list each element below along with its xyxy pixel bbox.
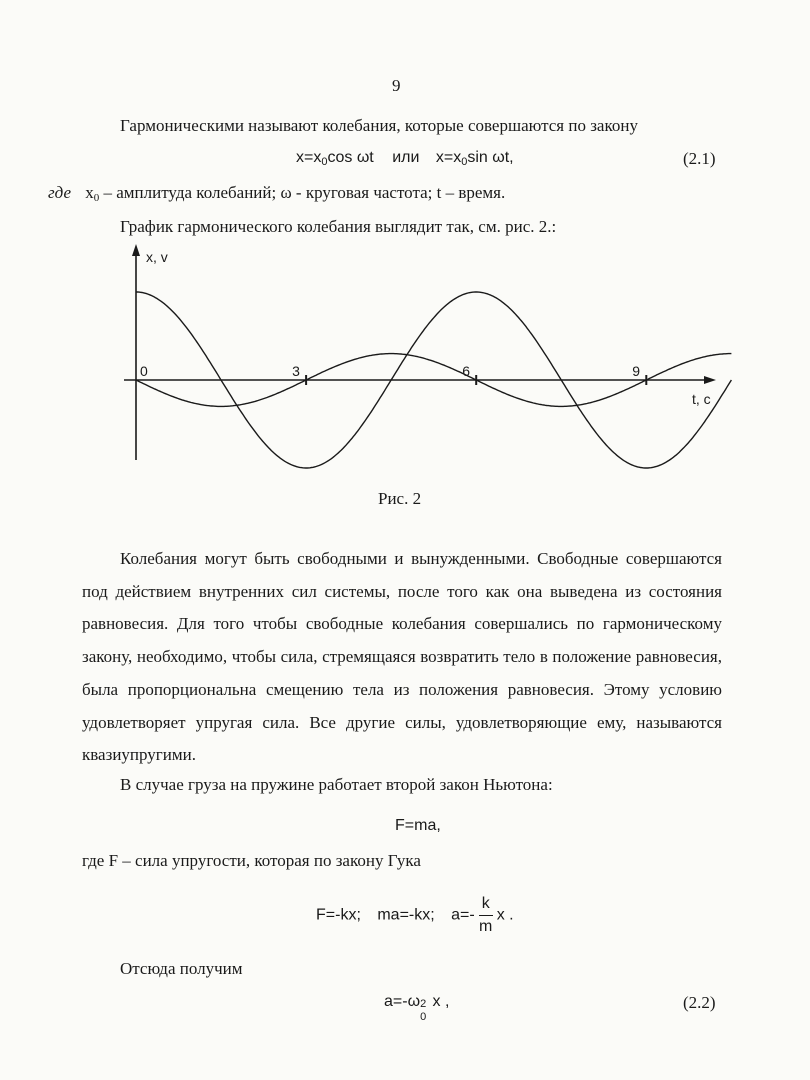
where-handwritten: где <box>48 183 71 202</box>
equation-2-2 <box>384 993 450 1023</box>
eq2-sub: 0 <box>420 1011 427 1023</box>
where-rest: – амплитуда колебаний; ω - круговая частота; t – время. <box>103 183 506 202</box>
eq1-part: sin ωt, <box>467 149 514 166</box>
equation-hooke <box>316 893 514 937</box>
figure-caption: Рис. 2 <box>378 489 422 508</box>
where-sub: 0 <box>93 192 100 204</box>
page-number: 9 <box>392 76 401 95</box>
hooke-line: где F – сила упругости, которая по закону Гука <box>82 851 421 870</box>
x-axis-label: t, c <box>692 391 711 407</box>
eq2-lhs: a=-ω <box>384 993 421 1010</box>
hence-line: Отсюда получим <box>120 959 243 978</box>
fraction-denominator: m <box>479 917 493 935</box>
where-var: x <box>85 183 94 202</box>
hooke-a: a=- <box>451 906 475 924</box>
paragraph-newton: В случае груза на пружине работает второй закон Ньютона: <box>120 775 553 794</box>
paragraph-free-oscillations <box>82 543 722 772</box>
graph-intro: График гармонического колебания выглядит так, см. рис. 2.: <box>120 217 557 236</box>
fraction-k-over-m <box>479 893 493 937</box>
y-axis-label: x, v <box>146 249 168 265</box>
hooke-left: F=-kx; <box>316 906 361 924</box>
eq1-part: x=x <box>296 149 322 166</box>
eq2-rhs: x , <box>432 993 450 1010</box>
x-axis-arrow <box>704 376 716 384</box>
hooke-mid: ma=-kx; <box>377 906 435 924</box>
hooke-right: x . <box>496 906 514 924</box>
equation-number-2-2: (2.2) <box>683 993 716 1012</box>
eq1-sub: 0 <box>461 156 468 168</box>
eq1-or: или <box>392 149 420 166</box>
x-tick-label: 9 <box>632 363 641 379</box>
equation-fma: F=ma, <box>395 817 441 834</box>
y-axis-arrow <box>132 244 140 256</box>
fraction-numerator: k <box>479 893 493 916</box>
intro-line: Гармоническими называют колебания, которые совершаются по закону <box>120 116 638 135</box>
eq1-part: cos ωt <box>327 149 374 166</box>
eq2-sup: 2 <box>420 998 427 1010</box>
equation-number-2-1: (2.1) <box>683 149 716 168</box>
x-tick-label: 6 <box>462 363 470 379</box>
x-tick-label: 3 <box>292 363 300 379</box>
x-tick-label: 0 <box>140 363 148 379</box>
oscillation-chart <box>0 0 810 480</box>
eq1-sub: 0 <box>321 156 328 168</box>
eq1-part: x=x <box>435 149 462 166</box>
paragraph-1-text: Колебания могут быть свободными и вынужденными. Свободные совершаются под действием внутренних сил системы, после того как она выведена из состояния равновесия. Для того чтобы свободные колебания совершались по гармоническому закону, необходимо, чтобы сила, стремящаяся возвратить тело в положение равновесия, была пропорциональна смещению тела из положения равновесия. Этому условию удовлетворяет упругая сила. Все другие силы, удовлетворяющие ему, называются квазиупругими. <box>82 549 722 765</box>
